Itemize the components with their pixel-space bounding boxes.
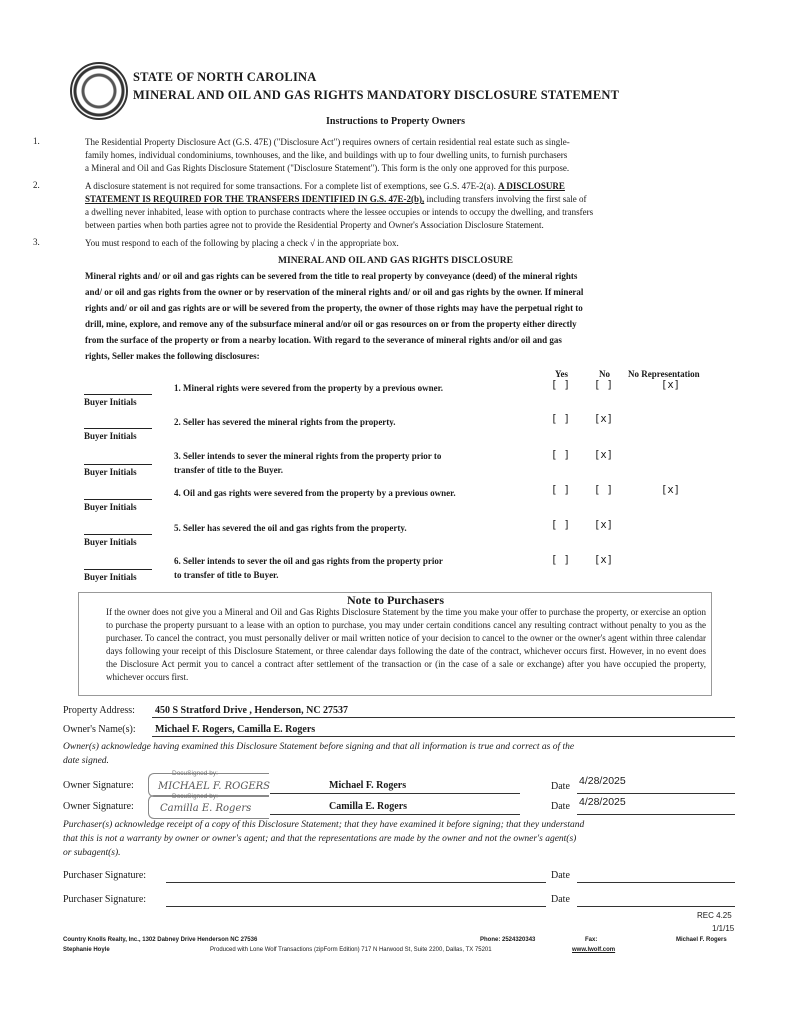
owner-1-date-line (577, 793, 735, 794)
owners-name-value[interactable]: Michael F. Rogers, Camilla E. Rogers (155, 724, 316, 735)
footer-client: Michael F. Rogers (676, 937, 727, 943)
form-code: REC 4.25 (697, 911, 732, 920)
buyer-initials-label: Buyer Initials (84, 502, 137, 512)
owner-acknowledgement: Owner(s) acknowledge having examined this Disclosure Statement before signing and that all information is true and correct as of the date signed. (63, 742, 575, 766)
owner-2-date-line (577, 814, 735, 815)
note-text: If the owner does not give you a Mineral and Oil and Gas Rights Disclosure Statement by the time you make your offer to purchase the property, or exercise an option to purchase the property pursuant to a lease with an option to purchase, you may under certain conditions cancel any resulting contract without penalty to you as the purchaser. To cancel the contract, you must personally deliver or mail written notice of your decision to cancel to the owner or the owner's agent within three calendar days following your receipt of this Disclosure Statement, or three calendar days following the date of the contract, whichever occurs first. However, in no event does the Disclosure Act permit you to cancel a contract after settlement of the transaction or (in the case of a sale or exchange) after you have occupied the property, whichever occurs first. (106, 607, 706, 682)
footer-produced-by: Produced with Lone Wolf Transactions (zipForm Edition) 717 N Harwood St, Suite 2200, Dallas, TX 75201 (210, 947, 492, 953)
form-title-state: STATE OF NORTH CAROLINA (133, 70, 317, 84)
owner-2-printed-name: Camilla E. Rogers (329, 801, 408, 812)
question-2-yes-checkbox[interactable]: [ ] (551, 413, 570, 425)
question-1-no-rep-checkbox[interactable]: [x] (661, 379, 680, 391)
instruction-2: A disclosure statement is not required for some transactions. For a complete list of exemptions, see G.S. 47E-2(a). A DISCLOSURE STATEMENT IS REQUIRED FOR THE TRANSFERS IDENTIFIED IN G.S. 47E-2(b), including transfers involving the first sale of a dwelling never inhabited, lease with option to purchase contracts where the lessee occupies or intends to occupy the dwelling, and transfers between parties when both parties agree not to provide the Residential Property and Owner's Association Disclosure Statement. (85, 181, 594, 230)
instruction-3: You must respond to each of the following by placing a check √ in the appropriate box. (85, 238, 399, 248)
owner-2-date-value[interactable]: 4/28/2025 (579, 796, 626, 808)
purchaser-signature-2-line[interactable] (166, 906, 546, 907)
buyer-initials-line[interactable] (84, 569, 152, 570)
buyer-initials-label: Buyer Initials (84, 572, 137, 582)
purchaser-2-date-line[interactable] (577, 906, 735, 907)
question-2-text: 2. Seller has severed the mineral rights from the property. (174, 417, 396, 427)
question-6-text: 6. Seller intends to sever the oil and gas rights from the property prior to transfer of title to Buyer. (174, 556, 443, 580)
purchaser-1-date-label: Date (551, 870, 570, 881)
buyer-initials-label: Buyer Initials (84, 467, 137, 477)
owner-signature-1-handwriting: MICHAEL F. ROGERS (158, 781, 271, 792)
column-no-representation: No Representation (628, 369, 700, 379)
question-3-text: 3. Seller intends to sever the mineral rights from the property prior to transfer of title to the Buyer. (174, 451, 442, 475)
buyer-initials-line[interactable] (84, 394, 152, 395)
owner-signature-2-handwriting: Camilla E. Rogers (160, 803, 252, 814)
owner-signature-1-line (270, 793, 520, 794)
property-address-line (152, 717, 735, 718)
purchaser-signature-1-label: Purchaser Signature: (63, 870, 147, 881)
buyer-initials-line[interactable] (84, 499, 152, 500)
owner-signature-2-line (270, 814, 520, 815)
question-5-yes-checkbox[interactable]: [ ] (551, 519, 570, 531)
owner-signature-1-label: Owner Signature: (63, 780, 134, 791)
owners-name-label: Owner's Name(s): (63, 724, 136, 735)
footer-agent: Stephanie Hoyle (63, 947, 110, 953)
buyer-initials-label: Buyer Initials (84, 397, 137, 407)
footer-phone: Phone: 2524320343 (480, 937, 536, 943)
docusign-stamp-1: DocuSigned by: (172, 770, 218, 777)
purchaser-signature-1-line[interactable] (166, 882, 546, 883)
buyer-initials-label: Buyer Initials (84, 431, 137, 441)
note-title: Note to Purchasers (346, 593, 445, 607)
question-4-no-rep-checkbox[interactable]: [x] (661, 484, 680, 496)
form-date: 1/1/15 (712, 924, 735, 933)
footer-url-link[interactable]: www.lwolf.com (572, 947, 616, 953)
question-1-yes-checkbox[interactable]: [ ] (551, 379, 570, 391)
purchaser-acknowledgement: Purchaser(s) acknowledge receipt of a copy of this Disclosure Statement; that they have examined it before signing; that they understand that this is not a warranty by owner or owner's agent; and that the representations are made by the owner and not the owner's agent(s) or subagent(s). (63, 820, 585, 858)
question-1-text: 1. Mineral rights were severed from the property by a previous owner. (174, 383, 444, 393)
buyer-initials-line[interactable] (84, 534, 152, 535)
owners-name-line (152, 736, 735, 737)
column-no: No (599, 369, 610, 379)
column-yes: Yes (555, 369, 568, 379)
question-4-no-checkbox[interactable]: [ ] (594, 484, 613, 496)
instruction-3-number: 3. (33, 237, 40, 247)
owner-1-date-value[interactable]: 4/28/2025 (579, 775, 626, 787)
question-4-yes-checkbox[interactable]: [ ] (551, 484, 570, 496)
purchaser-1-date-line[interactable] (577, 882, 735, 883)
purchaser-2-date-label: Date (551, 894, 570, 905)
purchaser-signature-2-label: Purchaser Signature: (63, 894, 147, 905)
buyer-initials-label: Buyer Initials (84, 537, 137, 547)
disclosure-heading: MINERAL AND OIL AND GAS RIGHTS DISCLOSURE (278, 256, 513, 266)
owner-1-date-label: Date (551, 781, 570, 792)
form-title-main: MINERAL AND OIL AND GAS RIGHTS MANDATORY DISCLOSURE STATEMENT (133, 88, 620, 102)
owner-signature-2-label: Owner Signature: (63, 801, 134, 812)
docusign-stamp-2: DocuSigned by: (172, 793, 218, 800)
buyer-initials-line[interactable] (84, 464, 152, 465)
instruction-1: The Residential Property Disclosure Act (G.S. 47E) ("Disclosure Act") requires owners of certain residential real estate such as single- family homes, individual condominiums, townhouses, and the like, and buildings with up to four dwelling units, to furnish purchasers a Mineral and Oil and Gas Rights Disclosure Statement ("Disclosure Statement"). This form is the only one approved for this purpose. (85, 137, 570, 173)
question-2-no-checkbox[interactable]: [x] (594, 413, 613, 425)
question-5-text: 5. Seller has severed the oil and gas rights from the property. (174, 523, 407, 533)
question-6-no-checkbox[interactable]: [x] (594, 554, 613, 566)
owner-1-printed-name: Michael F. Rogers (329, 780, 407, 791)
question-6-yes-checkbox[interactable]: [ ] (551, 554, 570, 566)
state-seal-icon (70, 62, 128, 120)
instructions-heading: Instructions to Property Owners (326, 116, 465, 127)
question-4-text: 4. Oil and gas rights were severed from the property by a previous owner. (174, 488, 456, 498)
buyer-initials-line[interactable] (84, 428, 152, 429)
disclosure-paragraph: Mineral rights and/ or oil and gas rights can be severed from the title to real property by conveyance (deed) of the mineral rights and/ or oil and gas rights from the owner or by reservation of the mineral rights and/ or oil and gas rights by the owner. If mineral rights and/ or oil and gas rights are or will be severed from the property, the owner of those rights may have the perpetual right to drill, mine, explore, and remove any of the subsurface mineral and/or oil or gas resources on or from the property either directly from the surface of the property or from a nearby location. With regard to the severance of mineral rights and/or oil and gas rights, Seller makes the following disclosures: (85, 271, 584, 361)
property-address-label: Property Address: (63, 705, 135, 716)
question-3-yes-checkbox[interactable]: [ ] (551, 449, 570, 461)
property-address-value[interactable]: 450 S Stratford Drive , Henderson, NC 27537 (155, 705, 349, 716)
owner-2-date-label: Date (551, 801, 570, 812)
instruction-1-number: 1. (33, 136, 40, 146)
footer-fax: Fax: (585, 937, 598, 943)
question-5-no-checkbox[interactable]: [x] (594, 519, 613, 531)
question-1-no-checkbox[interactable]: [ ] (594, 379, 613, 391)
instruction-2-number: 2. (33, 180, 40, 190)
footer-brokerage: Country Knolls Realty, Inc., 1302 Dabney Drive Henderson NC 27536 (63, 937, 258, 943)
question-3-no-checkbox[interactable]: [x] (594, 449, 613, 461)
